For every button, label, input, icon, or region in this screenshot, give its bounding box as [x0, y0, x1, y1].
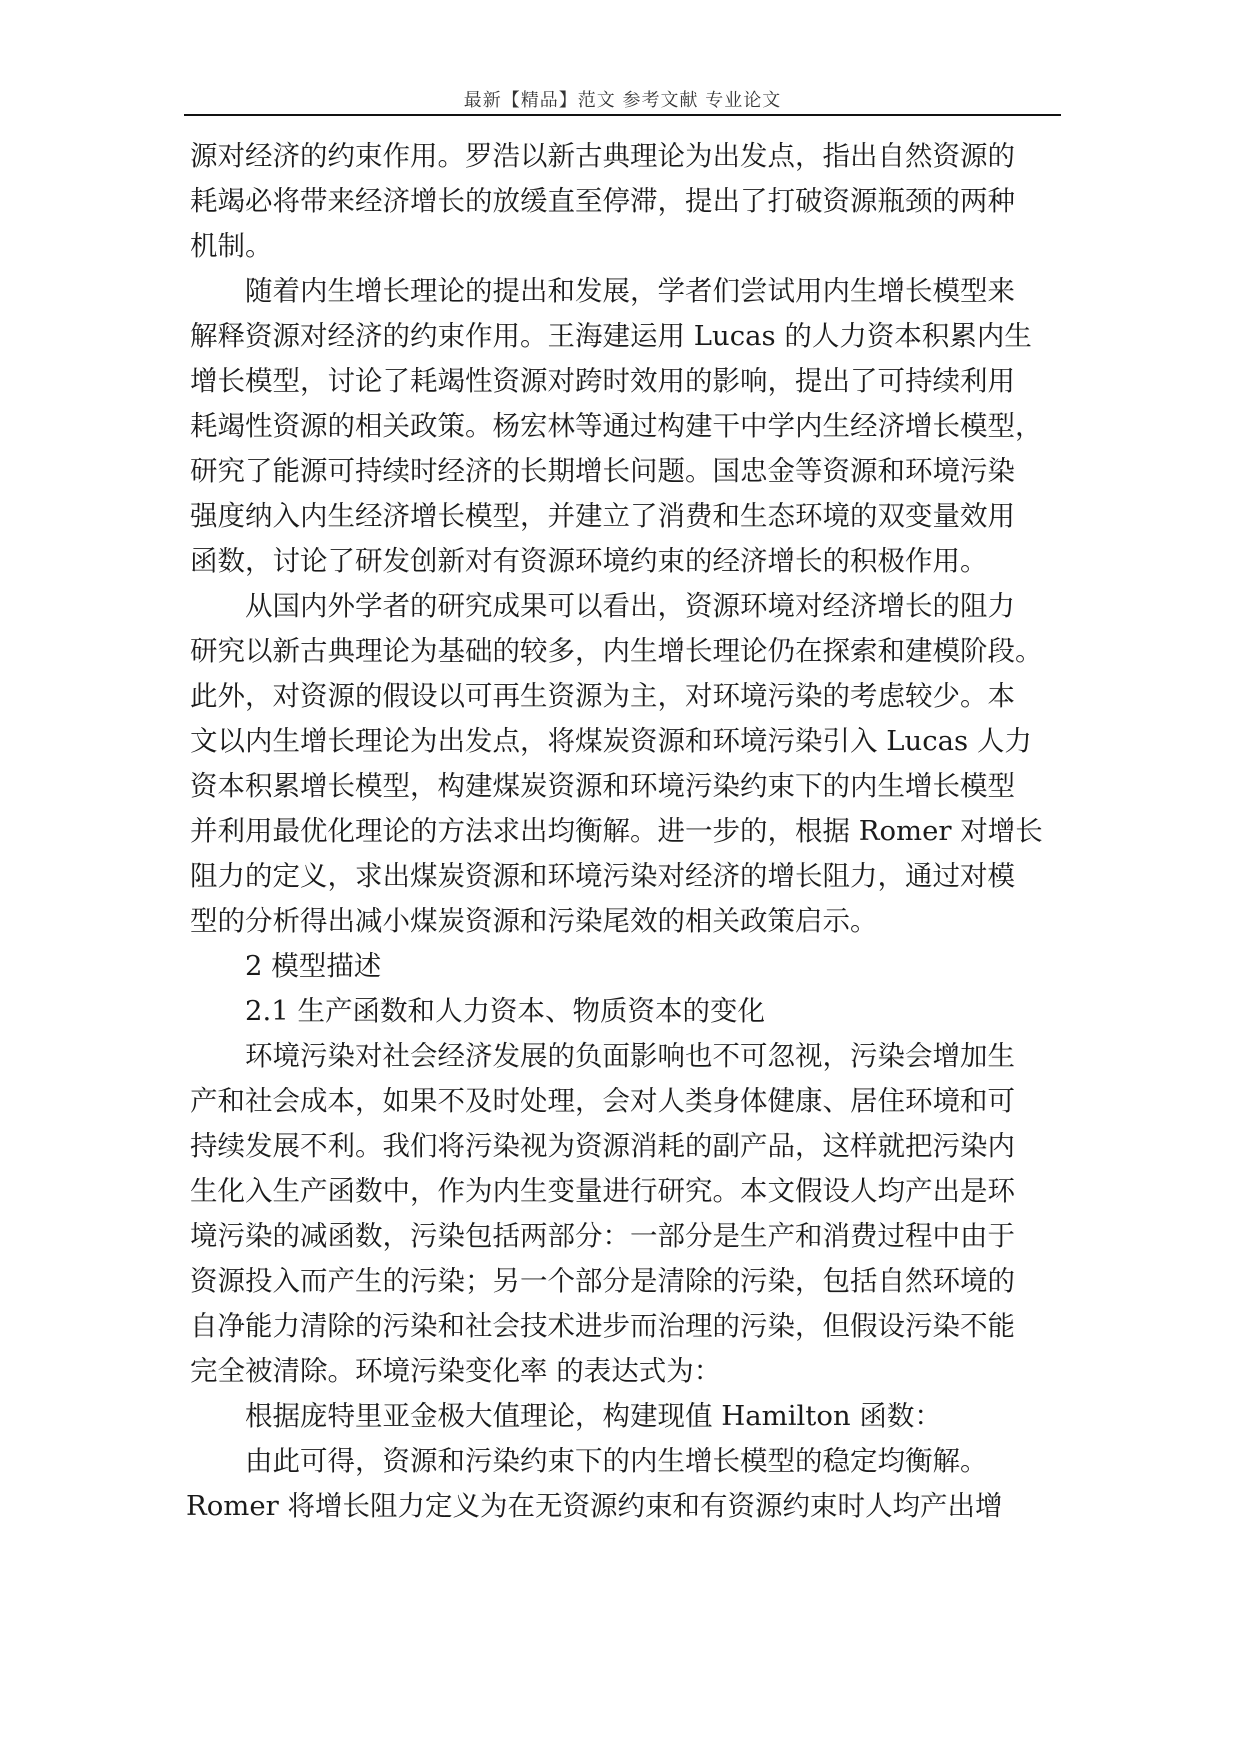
text-line: 耗竭性资源的相关政策。杨宏林等通过构建干中学内生经济增长模型，: [190, 410, 1043, 442]
text-line: 持续发展不利。我们将污染视为资源消耗的副产品，这样就把污染内: [190, 1130, 1015, 1162]
text-line: 产和社会成本，如果不及时处理，会对人类身体健康、居住环境和可: [190, 1085, 1015, 1117]
text-line: 阻力的定义，求出煤炭资源和环境污染对经济的增长阻力，通过对模: [190, 860, 1015, 892]
text-line: 境污染的减函数，污染包括两部分：一部分是生产和消费过程中由于: [190, 1220, 1015, 1252]
text-line: 解释资源对经济的约束作用。王海建运用 Lucas 的人力资本积累内生: [190, 320, 1032, 352]
text-line: 根据庞特里亚金极大值理论，构建现值 Hamilton 函数：: [245, 1400, 942, 1432]
text-line: 型的分析得出减小煤炭资源和污染尾效的相关政策启示。: [190, 905, 878, 937]
text-line: 并利用最优化理论的方法求出均衡解。进一步的，根据 Romer 对增长: [190, 815, 1043, 847]
text-line: 增长模型，讨论了耗竭性资源对跨时效用的影响，提出了可持续利用: [190, 365, 1015, 397]
text-line: 由此可得，资源和污染约束下的内生增长模型的稳定均衡解。: [245, 1445, 988, 1477]
text-line: 自净能力清除的污染和社会技术进步而治理的污染，但假设污染不能: [190, 1310, 1015, 1342]
text-line: 随着内生增长理论的提出和发展，学者们尝试用内生增长模型来: [245, 275, 1015, 307]
text-line: 生化入生产函数中，作为内生变量进行研究。本文假设人均产出是环: [190, 1175, 1015, 1207]
subsection-heading: 2.1 生产函数和人力资本、物质资本的变化: [245, 995, 765, 1027]
page-header: 最新【精品】范文 参考文献 专业论文: [463, 90, 782, 111]
text-line: 文以内生增长理论为出发点，将煤炭资源和环境污染引入 Lucas 人力: [190, 725, 1032, 757]
text-line: 研究以新古典理论为基础的较多，内生增长理论仍在探索和建模阶段。: [190, 635, 1043, 667]
text-line: 函数，讨论了研发创新对有资源环境约束的经济增长的积极作用。: [190, 545, 988, 577]
text-line: Romer 将增长阻力定义为在无资源约束和有资源约束时人均产出增: [186, 1490, 1003, 1522]
text-line: 耗竭必将带来经济增长的放缓直至停滞，提出了打破资源瓶颈的两种: [190, 185, 1015, 217]
text-line: 研究了能源可持续时经济的长期增长问题。国忠金等资源和环境污染: [190, 455, 1015, 487]
text-line: 完全被清除。环境污染变化率 的表达式为：: [190, 1355, 722, 1387]
text-line: 此外，对资源的假设以可再生资源为主，对环境污染的考虑较少。本: [190, 680, 1015, 712]
header-divider: [184, 114, 1061, 116]
body-text: [186, 134, 1070, 1529]
text-line: 强度纳入内生经济增长模型，并建立了消费和生态环境的双变量效用: [190, 500, 1015, 532]
text-line: 源对经济的约束作用。罗浩以新古典理论为出发点，指出自然资源的: [190, 140, 1015, 172]
section-heading: 2 模型描述: [245, 950, 382, 982]
text-line: 环境污染对社会经济发展的负面影响也不可忽视，污染会增加生: [245, 1040, 1015, 1072]
text-line: 机制。: [190, 230, 273, 262]
text-line: 从国内外学者的研究成果可以看出，资源环境对经济增长的阻力: [245, 590, 1015, 622]
text-line: 资源投入而产生的污染；另一个部分是清除的污染，包括自然环境的: [190, 1265, 1015, 1297]
text-line: 资本积累增长模型，构建煤炭资源和环境污染约束下的内生增长模型: [190, 770, 1015, 802]
